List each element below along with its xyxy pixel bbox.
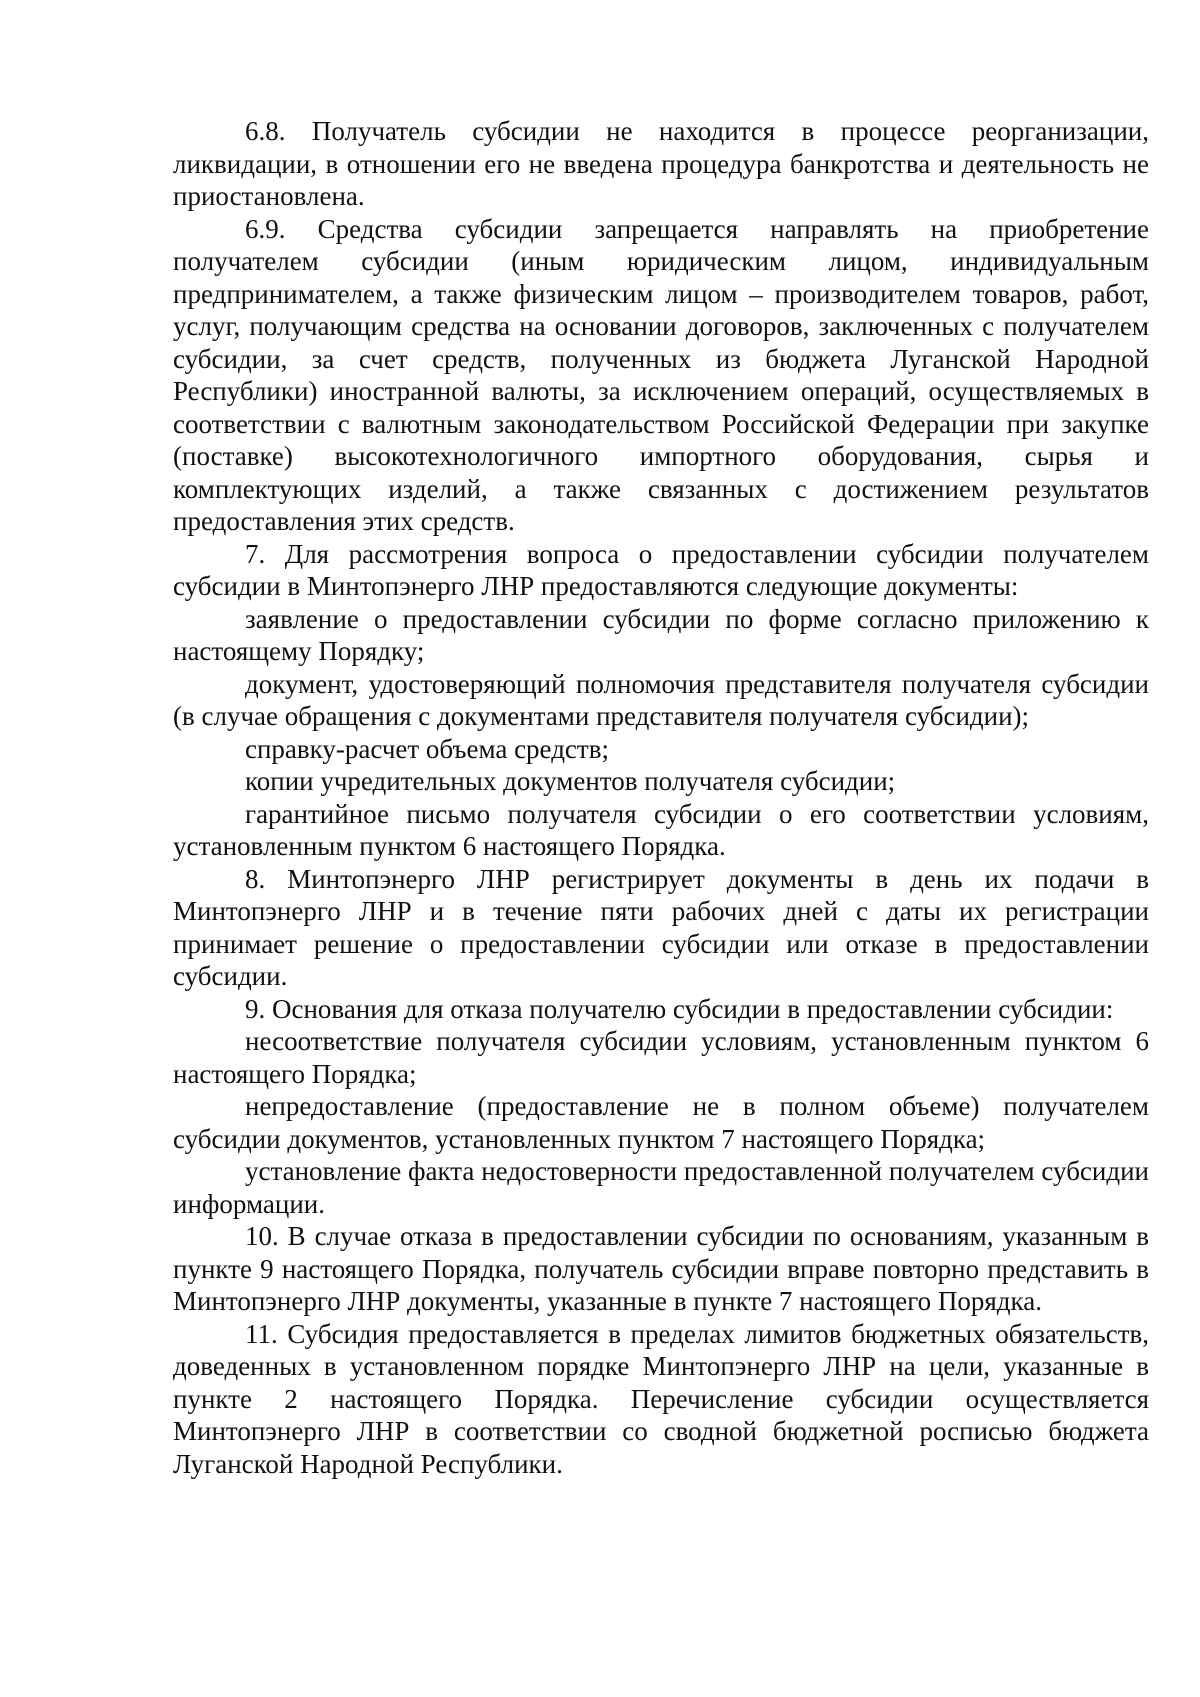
list-item-false-information: установление факта недостоверности предоставленной получателем субсидии информации. [173, 1156, 1149, 1219]
document-page [173, 115, 1149, 1480]
paragraph-9: 9. Основания для отказа получателю субсидии в предоставлении субсидии: [245, 993, 1114, 1024]
list-item-founding-documents: копии учредительных документов получателя субсидии; [245, 766, 896, 796]
paragraph-6-9: 6.9. Средства субсидии запрещается направлять на приобретение получателем субсидии (иным юридическим лицом, индивидуальным предпринимателем, а также физическим лицом – производителем товаров, работ, услуг, получающим средства на основании договоров, заключенных с получателем субсидии, за счет средств, полученных из бюджета Луганской Народной Республики) иностранной валюты, за исключением операций, осуществляемых в соответствии с валютным законодательством Российской Федерации при закупке (поставке) высокотехнологичного импортного оборудования, сырья и комплектующих изделий, а также связанных с достижением результатов предоставления этих средств. [173, 213, 1149, 536]
list-item-missing-documents: непредоставление (предоставление не в полном объеме) получателем субсидии документов, установленных пунктом 7 настоящего Порядка; [173, 1091, 1149, 1154]
list-item-authority-document: документ, удостоверяющий полномочия представителя получателя субсидии (в случае обращения с документами представителя получателя субсидии); [173, 668, 1149, 731]
paragraph-7: 7. Для рассмотрения вопроса о предоставлении субсидии получателем субсидии в Минтопэнерго ЛНР предоставляются следующие документы: [173, 538, 1149, 601]
list-item-calculation: справку-расчет объема средств; [245, 733, 609, 764]
paragraph-11: 11. Субсидия предоставляется в пределах лимитов бюджетных обязательств, доведенных в установленном порядке Минтопэнерго ЛНР на цели, указанные в пункте 2 настоящего Порядка. Перечисление субсидии осуществляется Минтопэнерго ЛНР в соответствии со сводной бюджетной росписью бюджета Луганской Народной Республики. [173, 1318, 1149, 1479]
paragraph-8: 8. Минтопэнерго ЛНР регистрирует документы в день их подачи в Минтопэнерго ЛНР и в течение пяти рабочих дней с даты их регистрации принимает решение о предоставлении субсидии или отказе в предоставлении субсидии. [173, 863, 1149, 991]
paragraph-10: 10. В случае отказа в предоставлении субсидии по основаниям, указанным в пункте 9 настоящего Порядка, получатель субсидии вправе повторно представить в Минтопэнерго ЛНР документы, указанные в пункте 7 настоящего Порядка. [173, 1221, 1149, 1316]
list-item-noncompliance: несоответствие получателя субсидии условиям, установленным пунктом 6 настоящего Порядка; [173, 1026, 1149, 1089]
list-item-application: заявление о предоставлении субсидии по форме согласно приложению к настоящему Порядку; [173, 603, 1149, 666]
list-item-guarantee-letter: гарантийное письмо получателя субсидии о его соответствии условиям, установленным пунктом 6 настоящего Порядка. [173, 798, 1149, 861]
paragraph-6-8: 6.8. Получатель субсидии не находится в процессе реорганизации, ликвидации, в отношении его не введена процедура банкротства и деятельность не приостановлена. [173, 116, 1149, 211]
